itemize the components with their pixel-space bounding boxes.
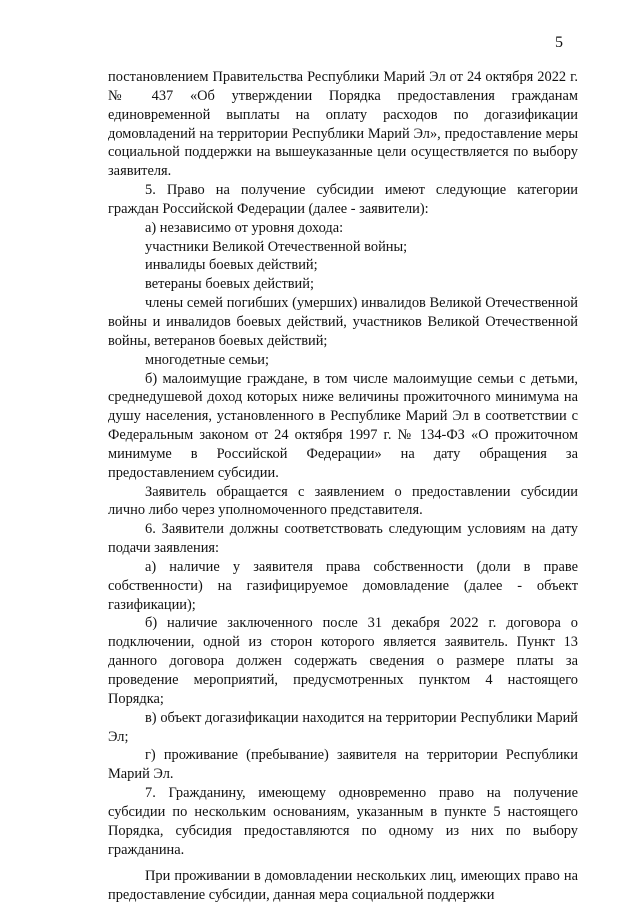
paragraph: г) проживание (пребывание) заявителя на территории Республики Марий Эл.: [108, 747, 578, 783]
document-body: [108, 68, 578, 905]
paragraph: 5. Право на получение субсидии имеют следующие категории граждан Российской Федерации (далее - заявители):: [108, 182, 578, 217]
paragraph: 7. Гражданину, имеющему одновременно право на получение субсидии по нескольким основаниям, указанным в пункте 5 настоящего Порядка, субсидия предоставляются по одному из них по выбору гражданина.: [108, 785, 578, 858]
paragraph: При проживании в домовладении нескольких лиц, имеющих право на предоставление субсидии, данная мера социальной поддержки: [108, 868, 578, 904]
paragraph: инвалиды боевых действий;: [145, 257, 318, 274]
paragraph: постановлением Правительства Республики Марий Эл от 24 октября 2022 г. № 437 «Об утверждении Порядка предоставления гражданам единовременной выплаты на оплату расходов по догазификации домовладений на территории Республики Марий Эл», предоставление меры социальной поддержки на вышеуказанные цели осуществляется по выбору заявителя.: [108, 69, 578, 180]
paragraph: Заявитель обращается с заявлением о предоставлении субсидии лично либо через уполномоченного представителя.: [108, 483, 578, 519]
paragraph: 6. Заявители должны соответствовать следующим условиям на дату подачи заявления:: [108, 521, 578, 557]
page-number: 5: [555, 34, 563, 51]
paragraph: а) независимо от уровня дохода:: [145, 219, 344, 236]
paragraph: члены семей погибших (умерших) инвалидов Великой Отечественной войны и инвалидов боевых действий, участников Великой Отечественной войны, ветеранов боевых действий;: [108, 295, 578, 349]
paragraph: ветераны боевых действий;: [145, 276, 314, 293]
paragraph: б) малоимущие граждане, в том числе малоимущие семьи с детьми, среднедушевой доход которых ниже величины прожиточного минимума на душу населения, установленного в Республике Марий Эл в соответствии с Федеральным законом от 24 октября 1997 г. № 134-ФЗ «О прожиточном минимуме в Российской Федерации» на дату обращения за предоставлением субсидии.: [108, 370, 578, 481]
paragraph: а) наличие у заявителя права собственности (доли в праве собственности) на газифицируемое домовладение (далее - объект газификации);: [108, 558, 578, 613]
paragraph: б) наличие заключенного после 31 декабря 2022 г. договора о подключении, одной из сторон которого является заявитель. Пункт 13 данного договора должен содержать сведения о размере платы за проведение мероприятий, предусмотренных пунктом 4 настоящего Порядка;: [108, 615, 578, 707]
paragraph: в) объект догазификации находится на территории Республики Марий Эл;: [108, 709, 578, 745]
paragraph: участники Великой Отечественной войны;: [145, 238, 408, 255]
paragraph: многодетные семьи;: [145, 351, 269, 368]
